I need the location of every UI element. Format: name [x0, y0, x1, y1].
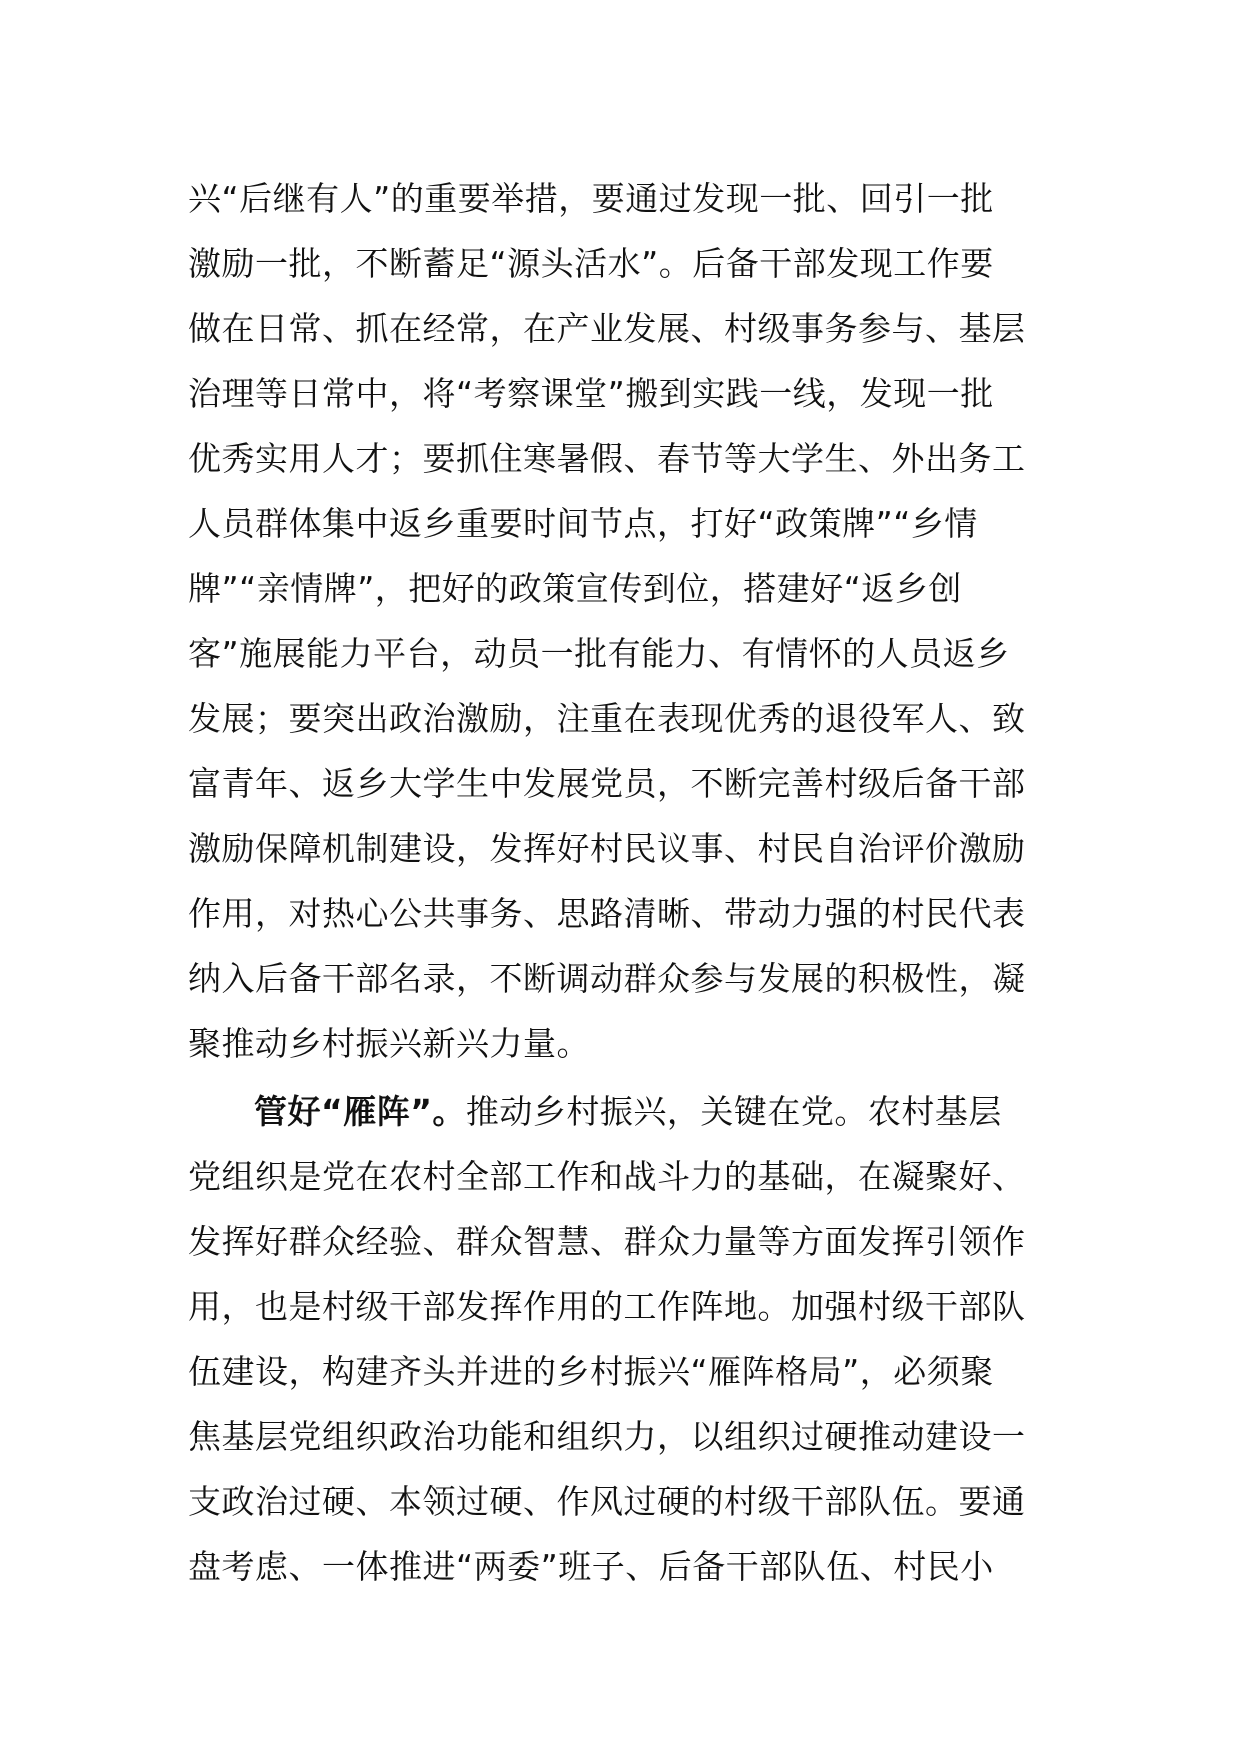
- text-line: 牌”“亲情牌”，把好的政策宣传到位，搭建好“返乡创: [188, 569, 962, 608]
- text-line: 激励一批，不断蓄足“源头活水”。后备干部发现工作要: [188, 244, 994, 283]
- text-line: 治理等日常中，将“考察课堂”搬到实践一线，发现一批: [188, 374, 994, 413]
- text-line: 聚推动乡村振兴新兴力量。: [188, 1024, 590, 1063]
- paragraph-2: [188, 1079, 1068, 1599]
- text-line: 伍建设，构建齐头并进的乡村振兴“雁阵格局”，必须聚: [188, 1352, 994, 1391]
- text-line: 优秀实用人才；要抓住寒暑假、春节等大学生、外出务工: [188, 439, 1026, 478]
- paragraph-heading: 管好“雁阵”。: [254, 1092, 466, 1131]
- text-line: 用，也是村级干部发挥作用的工作阵地。加强村级干部队: [188, 1287, 1026, 1326]
- text-line: 发挥好群众经验、群众智慧、群众力量等方面发挥引领作: [188, 1222, 1026, 1261]
- text-line: 盘考虑、一体推进“两委”班子、后备干部队伍、村民小: [188, 1547, 994, 1586]
- text-line: 支政治过硬、本领过硬、作风过硬的村级干部队伍。要通: [188, 1482, 1026, 1521]
- text-line: 激励保障机制建设，发挥好村民议事、村民自治评价激励: [188, 829, 1026, 868]
- text-line: 富青年、返乡大学生中发展党员，不断完善村级后备干部: [188, 764, 1026, 803]
- paragraph-text: 推动乡村振兴，关键在党。农村基层: [465, 1092, 1002, 1131]
- text-line: 人员群体集中返乡重要时间节点，打好“政策牌”“乡情: [188, 504, 978, 543]
- text-line: 做在日常、抓在经常，在产业发展、村级事务参与、基层: [188, 309, 1026, 348]
- body-text: [188, 166, 1068, 1599]
- text-line: 客”施展能力平台，动员一批有能力、有情怀的人员返乡: [188, 634, 1010, 673]
- text-line: 兴“后继有人”的重要举措，要通过发现一批、回引一批: [188, 179, 994, 218]
- text-line: 党组织是党在农村全部工作和战斗力的基础，在凝聚好、: [188, 1157, 1026, 1196]
- text-line: 作用，对热心公共事务、思路清晰、带动力强的村民代表: [188, 894, 1026, 933]
- text-line: 纳入后备干部名录，不断调动群众参与发展的积极性，凝: [188, 959, 1026, 998]
- text-line: 发展；要突出政治激励，注重在表现优秀的退役军人、致: [188, 699, 1026, 738]
- paragraph-1: [188, 166, 1068, 1076]
- paragraph-first-line: [188, 1079, 1068, 1144]
- text-line: 焦基层党组织政治功能和组织力，以组织过硬推动建设一: [188, 1417, 1026, 1456]
